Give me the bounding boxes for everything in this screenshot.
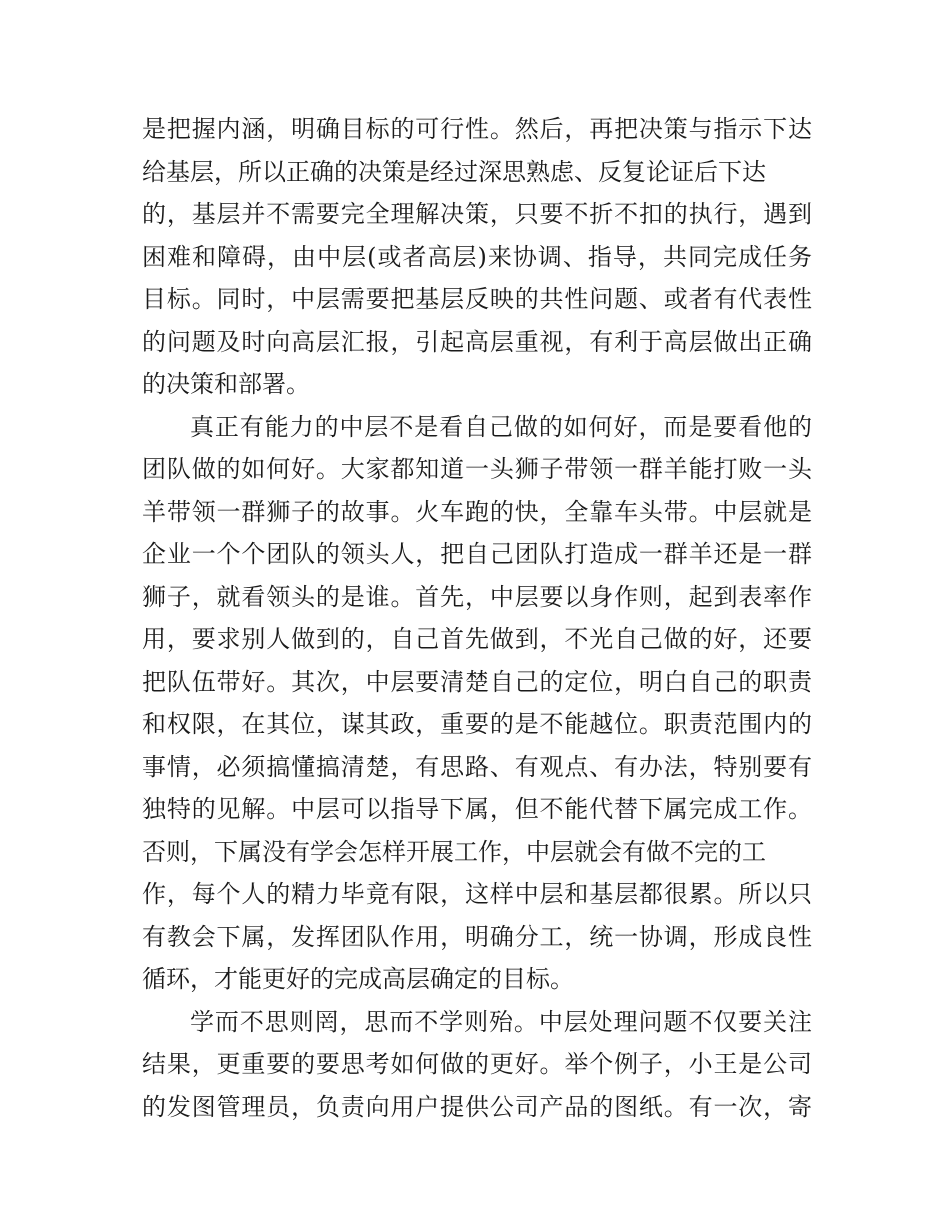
text-line: 用，要求别人做到的，自己首先做到，不光自己做的好，还要 (142, 625, 812, 653)
text-line: 的问题及时向高层汇报，引起高层重视，有利于高层做出正确 (142, 327, 812, 356)
text-line: 的决策和部署。 (142, 370, 310, 398)
text-line: 团队做的如何好。大家都知道一头狮子带领一群羊能打败一头 (142, 455, 812, 483)
paragraph-first-line: 学而不思则罔，思而不学则殆。中层处理问题不仅要关注 (190, 1007, 812, 1036)
text-line: 有教会下属，发挥团队作用，明确分工，统一协调，形成良性 (142, 922, 812, 951)
text-line: 企业一个个团队的领头人，把自己团队打造成一群羊还是一群 (142, 540, 812, 568)
text-line: 否则，下属没有学会怎样开展工作，中层就会有做不完的工 (142, 837, 766, 866)
text-line: 给基层，所以正确的决策是经过深思熟虑、反复论证后下达 (142, 157, 766, 186)
text-line: 独特的见解。中层可以指导下属，但不能代替下属完成工作。 (142, 795, 812, 823)
text-line: 把队伍带好。其次，中层要清楚自己的定位，明白自己的职责 (142, 667, 812, 696)
text-line: 的发图管理员，负责向用户提供公司产品的图纸。有一次，寄 (142, 1092, 812, 1121)
text-line: 的，基层并不需要完全理解决策，只要不折不扣的执行，遇到 (142, 200, 812, 228)
text-line: 循环，才能更好的完成高层确定的目标。 (142, 965, 574, 993)
text-line: 事情，必须搞懂搞清楚，有思路、有观点、有办法，特别要有 (142, 752, 812, 781)
text-line: 狮子，就看领头的是谁。首先，中层要以身作则，起到表率作 (142, 582, 812, 611)
text-line: 和权限，在其位，谋其政，重要的是不能越位。职责范围内的 (142, 710, 812, 738)
text-line: 困难和障碍，由中层(或者高层)来协调、指导，共同完成任务 (142, 242, 812, 271)
text-line: 作，每个人的精力毕竟有限，这样中层和基层都很累。所以只 (142, 880, 812, 908)
text-line: 羊带领一群狮子的故事。火车跑的快，全靠车头带。中层就是 (142, 497, 812, 526)
body-text (142, 108, 812, 1128)
text-line: 是把握内涵，明确目标的可行性。然后，再把决策与指示下达 (142, 115, 812, 143)
text-line: 结果，更重要的要思考如何做的更好。举个例子，小王是公司 (142, 1050, 812, 1078)
text-line: 目标。同时，中层需要把基层反映的共性问题、或者有代表性 (142, 285, 812, 313)
paragraph-first-line: 真正有能力的中层不是看自己做的如何好，而是要看他的 (190, 412, 812, 441)
